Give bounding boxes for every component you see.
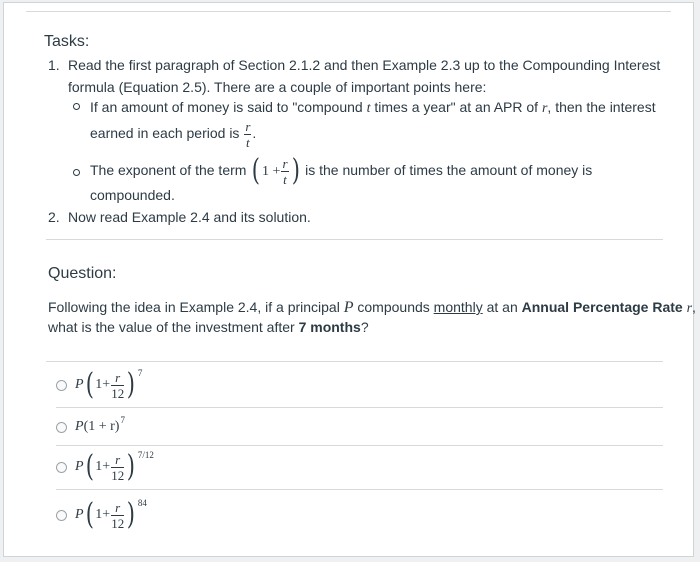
option-3-expression <box>75 449 154 484</box>
radio-button[interactable] <box>56 380 67 391</box>
one-plus: 1+ <box>95 459 111 474</box>
var-t: t <box>366 101 371 116</box>
one-plus: 1+ <box>95 507 111 522</box>
option-2-expression <box>75 415 125 435</box>
answer-option-1[interactable] <box>56 367 142 403</box>
right-paren: ) <box>126 497 136 532</box>
left-paren: ( <box>85 497 94 532</box>
q-text-e: what is the value of the investment after <box>48 319 299 335</box>
bullet-1-text-a: If an amount of money is said to "compound <box>90 99 367 115</box>
frac-num: r <box>111 501 124 516</box>
option-1-expression <box>75 367 143 402</box>
base-expression: (1 + r) <box>83 419 120 434</box>
var-r-question: r <box>686 301 693 316</box>
answer-option-2[interactable] <box>56 413 125 441</box>
expr-one-plus: 1 + <box>262 164 281 179</box>
months-bold-text: 7 months <box>298 319 361 335</box>
apr-bold-text: Annual Percentage Rate <box>521 299 683 315</box>
fraction-r-over-12 <box>111 501 124 530</box>
bullet-1-icon <box>73 103 80 110</box>
var-P: P <box>75 507 84 522</box>
bullet-2-icon <box>73 169 80 176</box>
left-paren: ( <box>85 367 94 402</box>
left-paren: ( <box>252 153 261 189</box>
option-divider <box>56 489 663 490</box>
question-heading: Question: <box>48 265 117 282</box>
option-divider <box>56 445 663 446</box>
fraction-r-over-t <box>244 120 251 149</box>
fraction-r-over-t-2 <box>281 157 288 186</box>
answer-option-3[interactable] <box>56 449 154 485</box>
q-text-f: ? <box>360 319 369 335</box>
left-paren: ( <box>85 449 94 484</box>
option-divider <box>56 407 663 408</box>
frac-den: t <box>246 134 250 150</box>
fraction-r-over-12 <box>111 453 124 482</box>
bullet-1-text-d: earned in each period is <box>90 125 244 141</box>
var-P: P <box>75 377 84 392</box>
bullet-1-text-c: , then the interest <box>547 99 656 115</box>
one-plus: 1+ <box>95 377 111 392</box>
var-r: r <box>541 101 548 116</box>
answer-option-4[interactable] <box>56 497 147 533</box>
frac-den: 12 <box>111 385 125 401</box>
frac-den: 12 <box>111 515 125 531</box>
question-card <box>3 2 694 557</box>
question-line-2 <box>48 317 369 337</box>
right-paren: ) <box>291 153 300 189</box>
exponent: 7 <box>137 368 143 378</box>
task-number-2: 2. <box>48 209 60 225</box>
frac-den: t <box>283 171 287 187</box>
exponent: 7 <box>120 415 125 425</box>
section-divider <box>46 239 663 240</box>
radio-button[interactable] <box>56 422 67 433</box>
options-top-divider <box>46 361 663 362</box>
radio-button[interactable] <box>56 510 67 521</box>
bullet-2-line-2: compounded. <box>90 187 175 203</box>
var-P: P <box>75 419 84 434</box>
bullet-1-end: . <box>252 125 257 141</box>
bullet-2-text-b: is the number of times the amount of money is <box>301 162 593 178</box>
q-text-b: compounds <box>353 299 434 315</box>
task-number-1: 1. <box>48 57 60 73</box>
var-P: P <box>75 459 84 474</box>
frac-num: r <box>111 453 124 468</box>
var-P: P <box>343 299 354 316</box>
task-1-line-1: Read the first paragraph of Section 2.1.2 and then Example 2.3 up to the Compounding Interest <box>68 57 661 73</box>
q-text-a: Following the idea in Example 2.4, if a principal <box>48 299 344 315</box>
task-2-text: Now read Example 2.4 and its solution. <box>68 209 311 225</box>
fraction-r-over-12 <box>111 371 124 400</box>
right-paren: ) <box>126 367 136 402</box>
radio-button[interactable] <box>56 462 67 473</box>
tasks-heading: Tasks: <box>44 33 90 50</box>
frac-num: r <box>282 155 288 171</box>
bullet-2-line-1 <box>90 153 592 189</box>
top-divider <box>26 11 671 12</box>
task-1-line-2: formula (Equation 2.5). There are a couple of important points here: <box>68 79 487 95</box>
bullet-2-text-a: The exponent of the term <box>90 162 251 178</box>
bullet-1-text-b: times a year" at an APR of <box>370 99 542 115</box>
exponent: 7/12 <box>137 450 154 460</box>
q-text-d: , <box>692 299 696 315</box>
exponent: 84 <box>137 498 147 508</box>
option-4-expression <box>75 497 147 532</box>
q-text-c: at an <box>482 299 522 315</box>
frac-num: r <box>245 118 251 134</box>
right-paren: ) <box>126 449 136 484</box>
bullet-1-line-2 <box>90 118 256 149</box>
bullet-1-line-1 <box>90 97 656 119</box>
frac-den: 12 <box>111 467 125 483</box>
monthly-text: monthly <box>433 299 483 315</box>
question-line-1 <box>48 297 696 319</box>
frac-num: r <box>111 371 124 386</box>
